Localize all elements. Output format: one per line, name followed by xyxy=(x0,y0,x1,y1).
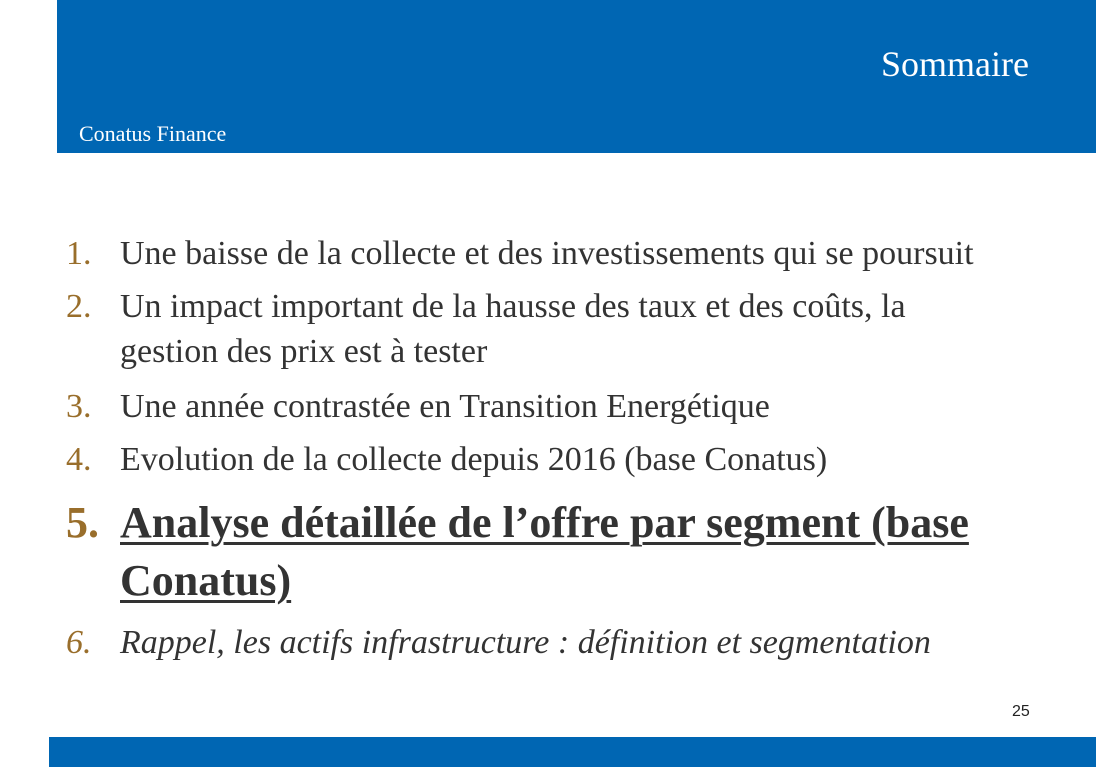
agenda-number: 1. xyxy=(66,235,92,272)
brand-name: Conatus Finance xyxy=(79,121,227,146)
agenda-number: 3. xyxy=(66,388,92,425)
agenda-text xyxy=(120,494,1020,610)
slide-title: Sommaire xyxy=(881,44,1029,84)
page-number: 25 xyxy=(1012,703,1030,720)
agenda-text: Rappel, les actifs infrastructure : définition et segmentation xyxy=(120,624,931,661)
agenda-text: Une baisse de la collecte et des investissements qui se poursuit xyxy=(120,235,974,272)
agenda-number: 2. xyxy=(66,288,92,325)
agenda-text-underlined: Analyse détaillée de l’offre par segment (base Conatus) xyxy=(120,498,969,605)
agenda-number: 6. xyxy=(66,624,92,661)
agenda-text: Evolution de la collecte depuis 2016 (base Conatus) xyxy=(120,441,828,478)
footer-band xyxy=(49,737,1096,767)
agenda-text: Une année contrastée en Transition Energétique xyxy=(120,388,770,425)
agenda-text: Un impact important de la hausse des taux et des coûts, la gestion des prix est à tester xyxy=(120,288,906,370)
agenda-number: 5. xyxy=(66,498,99,547)
agenda-number: 4. xyxy=(66,441,92,478)
